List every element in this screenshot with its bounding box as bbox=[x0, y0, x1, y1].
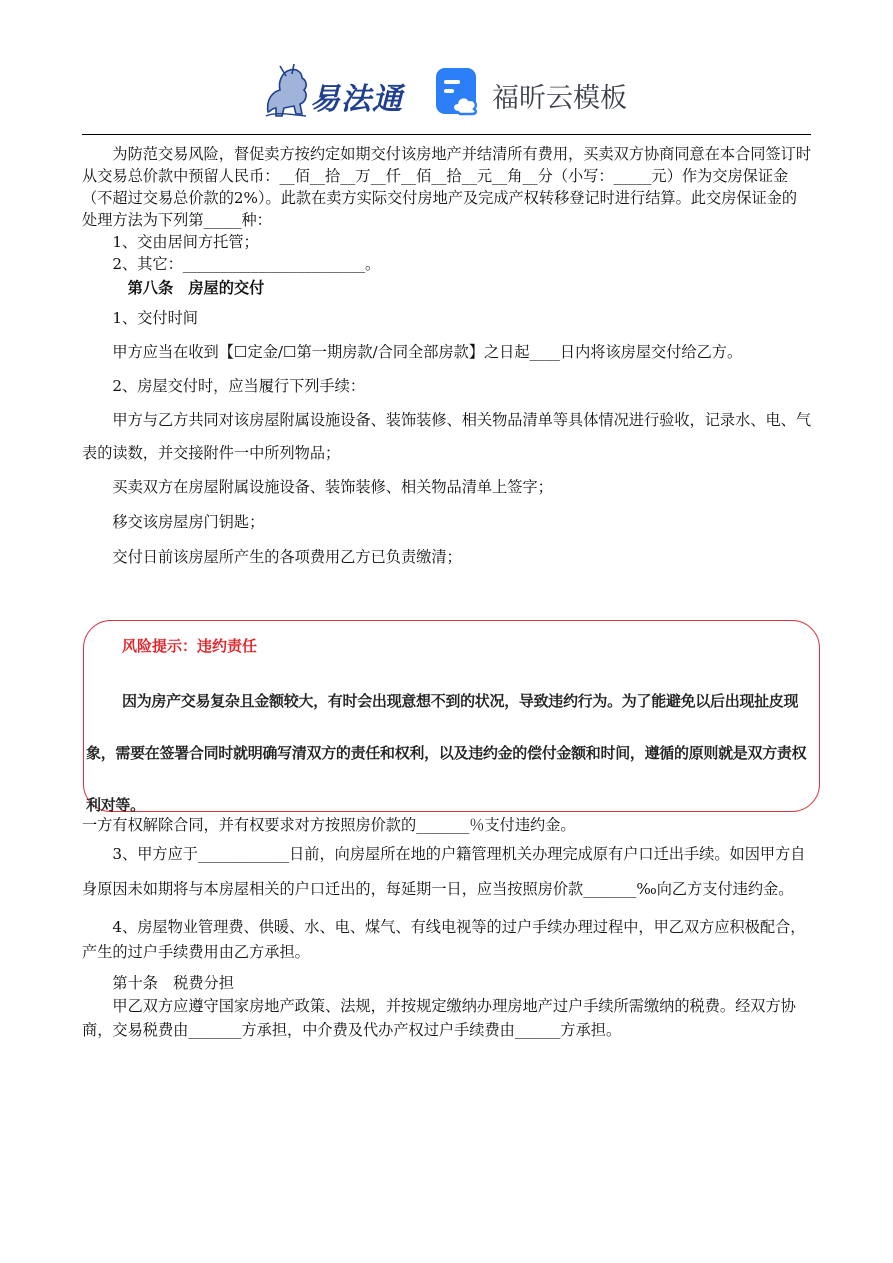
cloud-doc-icon bbox=[434, 66, 484, 118]
yifatong-logo bbox=[262, 62, 422, 120]
qilin-icon bbox=[262, 62, 314, 120]
article8-title: 第八条 房屋的交付 bbox=[127, 279, 265, 297]
yifatong-logo-text: 易法通 bbox=[310, 82, 403, 117]
header bbox=[0, 56, 893, 126]
risk-notice-box bbox=[83, 620, 820, 812]
utilities-transfer-paragraph: 4、房屋物业管理费、供暖、水、电、煤气、有线电视等的过户手续办理过程中，甲乙双方应积极配合，产生的过户手续费用由乙方承担。 bbox=[82, 918, 806, 961]
article8-item-4: 甲方与乙方共同对该房屋附属设施设备、装饰装修、相关物品清单等具体情况进行验收，记录水、电、气表的读数，并交接附件一中所列物品； bbox=[82, 411, 812, 462]
document-body-top bbox=[82, 143, 812, 575]
foxit-template-logo-text: 福昕云模板 bbox=[492, 83, 627, 114]
article8-item-2: 甲方应当在收到【☐定金/☐第一期房款/合同全部房款】之日起____日内将该房屋交付给乙方。 bbox=[112, 343, 743, 361]
risk-notice-content: 因为房产交易复杂且金额较大，有时会出现意想不到的状况，导致违约行为。为了能避免以后出现扯皮现象，需要在签署合同时就明确写清双方的责任和权利，以及违约金的偿付金额和时间，遵循的原则就是双方责权利对等。 bbox=[86, 692, 807, 814]
header-divider bbox=[82, 134, 811, 135]
article8-item-6: 移交该房屋房门钥匙； bbox=[112, 513, 265, 531]
article8-item-1: 1、交付时间 bbox=[112, 309, 198, 327]
household-registration-paragraph: 3、甲方应于____________日前，向房屋所在地的户籍管理机关办理完成原有户口迁出手续。如因甲方自身原因未如期将与本房屋相关的户口迁出的，每延期一日，应当按照房价款_______‰向乙方支付违约金。 bbox=[82, 845, 806, 898]
article8-item-5: 买卖双方在房屋附属设施设备、装饰装修、相关物品清单上签字； bbox=[112, 478, 553, 496]
deposit-option-1: 1、交由居间方托管； bbox=[112, 233, 259, 251]
article8-item-7: 交付日前该房屋所产生的各项费用乙方已负责缴清； bbox=[112, 548, 462, 566]
document-body-bottom bbox=[82, 813, 812, 1042]
risk-notice-title: 风险提示：违约责任 bbox=[122, 637, 258, 655]
article8-item-3: 2、房屋交付时，应当履行下列手续： bbox=[112, 377, 366, 395]
deposit-option-2: 2、其它：________________________。 bbox=[112, 255, 381, 273]
article10-title: 第十条 税费分担 bbox=[112, 974, 234, 992]
article10-content: 甲乙双方应遵守国家房地产政策、法规，并按规定缴纳办理房地产过户手续所需缴纳的税费。经双方协商，交易税费由_______方承担，中介费及代办产权过户手续费由______方承担。 bbox=[82, 997, 796, 1039]
foxit-template-logo bbox=[434, 64, 674, 120]
deposit-paragraph: 为防范交易风险，督促卖方按约定如期交付该房地产并结清所有费用，买卖双方协商同意在本合同签订时从交易总价款中预留人民币：__佰__拾__万__仟__佰__拾__元__角__分（小写：_____元）作为交房保证金（不超过交易总价款的2%）。此款在卖方实际交付房地产及完成产权转移登记时进行结算。此交房保证金的处理方法为下列第_____种： bbox=[82, 145, 812, 229]
termination-paragraph: 一方有权解除合同，并有权要求对方按照房价款的_______％支付违约金。 bbox=[82, 816, 576, 834]
